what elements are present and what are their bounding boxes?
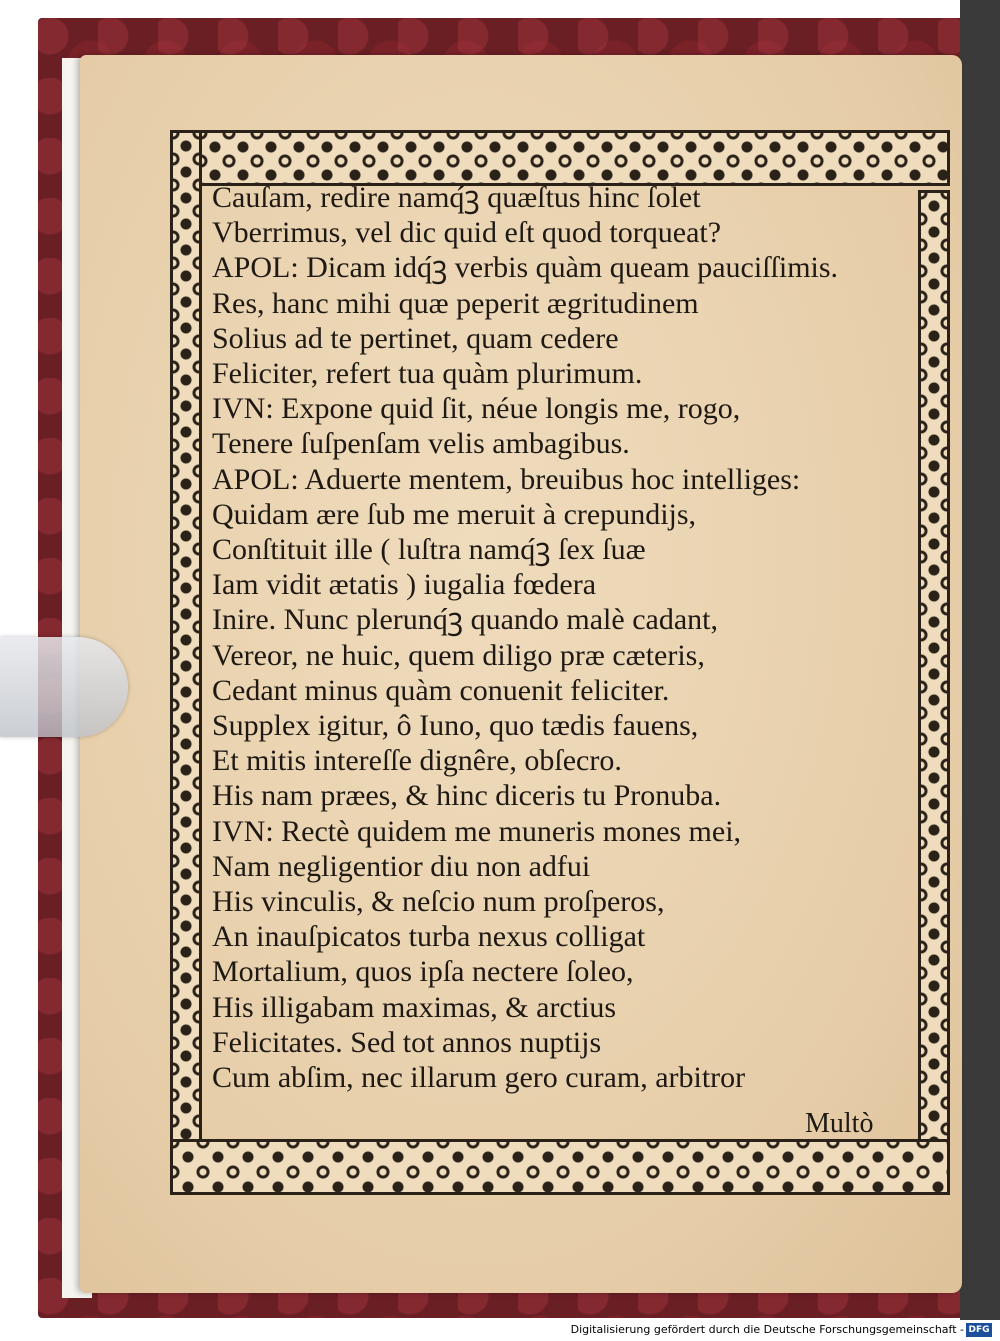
verse-line: Vereor, ne huic, quem diligo præ cæteris, — [212, 638, 705, 672]
verse-text-block — [212, 180, 922, 1095]
dfg-logo: DFG — [966, 1323, 992, 1337]
ornamental-border-left — [170, 130, 202, 1195]
verse-line: His illigabam maximas, & arctius — [212, 990, 617, 1024]
verse-line: IVN: Expone quid ſit, néue longis me, rogo, — [212, 392, 741, 426]
verse-line: Cauſam, redire namq́ꝫ quæſtus hinc ſolet — [212, 181, 701, 214]
verse-line: Inire. Nunc plerunq́ꝫ quando malè cadant, — [212, 603, 718, 637]
verse-line: Solius ad te pertinet, quam cedere — [212, 321, 619, 355]
ornamental-border-right — [918, 190, 950, 1195]
verse-line: Supplex igitur, ô Iuno, quo tædis fauens, — [212, 709, 699, 743]
verse-line: Nam negligentior diu non adfui — [212, 849, 591, 883]
ornamental-border-top — [170, 130, 950, 186]
verse-line: Res, hanc mihi quæ peperit ægritudinem — [212, 286, 699, 320]
verse-line: Et mitis intereſſe dignêre, obſecro. — [212, 744, 622, 778]
verse-line: Vberrimus, vel dic quid eſt quod torqueat? — [212, 216, 722, 250]
catchword: Multò — [805, 1108, 874, 1139]
digitization-credit: Digitalisierung gefördert durch die Deutsche Forschungsgemeinschaft - — [570, 1323, 964, 1336]
verse-line: His nam præes, & hinc diceris tu Pronuba. — [212, 779, 722, 813]
verse-line: Conſtituit ille ( luſtra namq́ꝫ ſex ſuæ — [212, 533, 646, 567]
verse-line: Feliciter, refert tua quàm plurimum. — [212, 357, 643, 391]
verse-line: Iam vidit ætatis ) iugalia fœdera — [212, 568, 597, 602]
verse-line: Cedant minus quàm conuenit feliciter. — [212, 673, 670, 707]
scan-background-strip — [960, 0, 1000, 1341]
verse-line: APOL: Dicam idq́ꝫ verbis quàm queam pauciſſimis. — [212, 251, 839, 285]
page-holder-clip — [0, 637, 128, 737]
verse-line: Tenere ſuſpenſam velis ambagibus. — [212, 427, 630, 461]
verse-line: Quidam ære ſub me meruit à crepundijs, — [212, 497, 697, 531]
verse-line: His vinculis, & neſcio num proſperos, — [212, 885, 665, 919]
verse-line: Mortalium, quos ipſa nectere ſoleo, — [212, 955, 634, 989]
verse-line: IVN: Rectè quidem me muneris mones mei, — [212, 814, 742, 848]
ornamental-border-bottom — [170, 1139, 950, 1195]
verse-line: APOL: Aduerte mentem, breuibus hoc intelliges: — [212, 462, 801, 496]
verse-line: Cum abſim, nec illarum gero curam, arbitror — [212, 1061, 746, 1095]
verse-line: Felicitates. Sed tot annos nuptijs — [212, 1025, 602, 1059]
verse-line: An inauſpicatos turba nexus colligat — [212, 920, 646, 954]
